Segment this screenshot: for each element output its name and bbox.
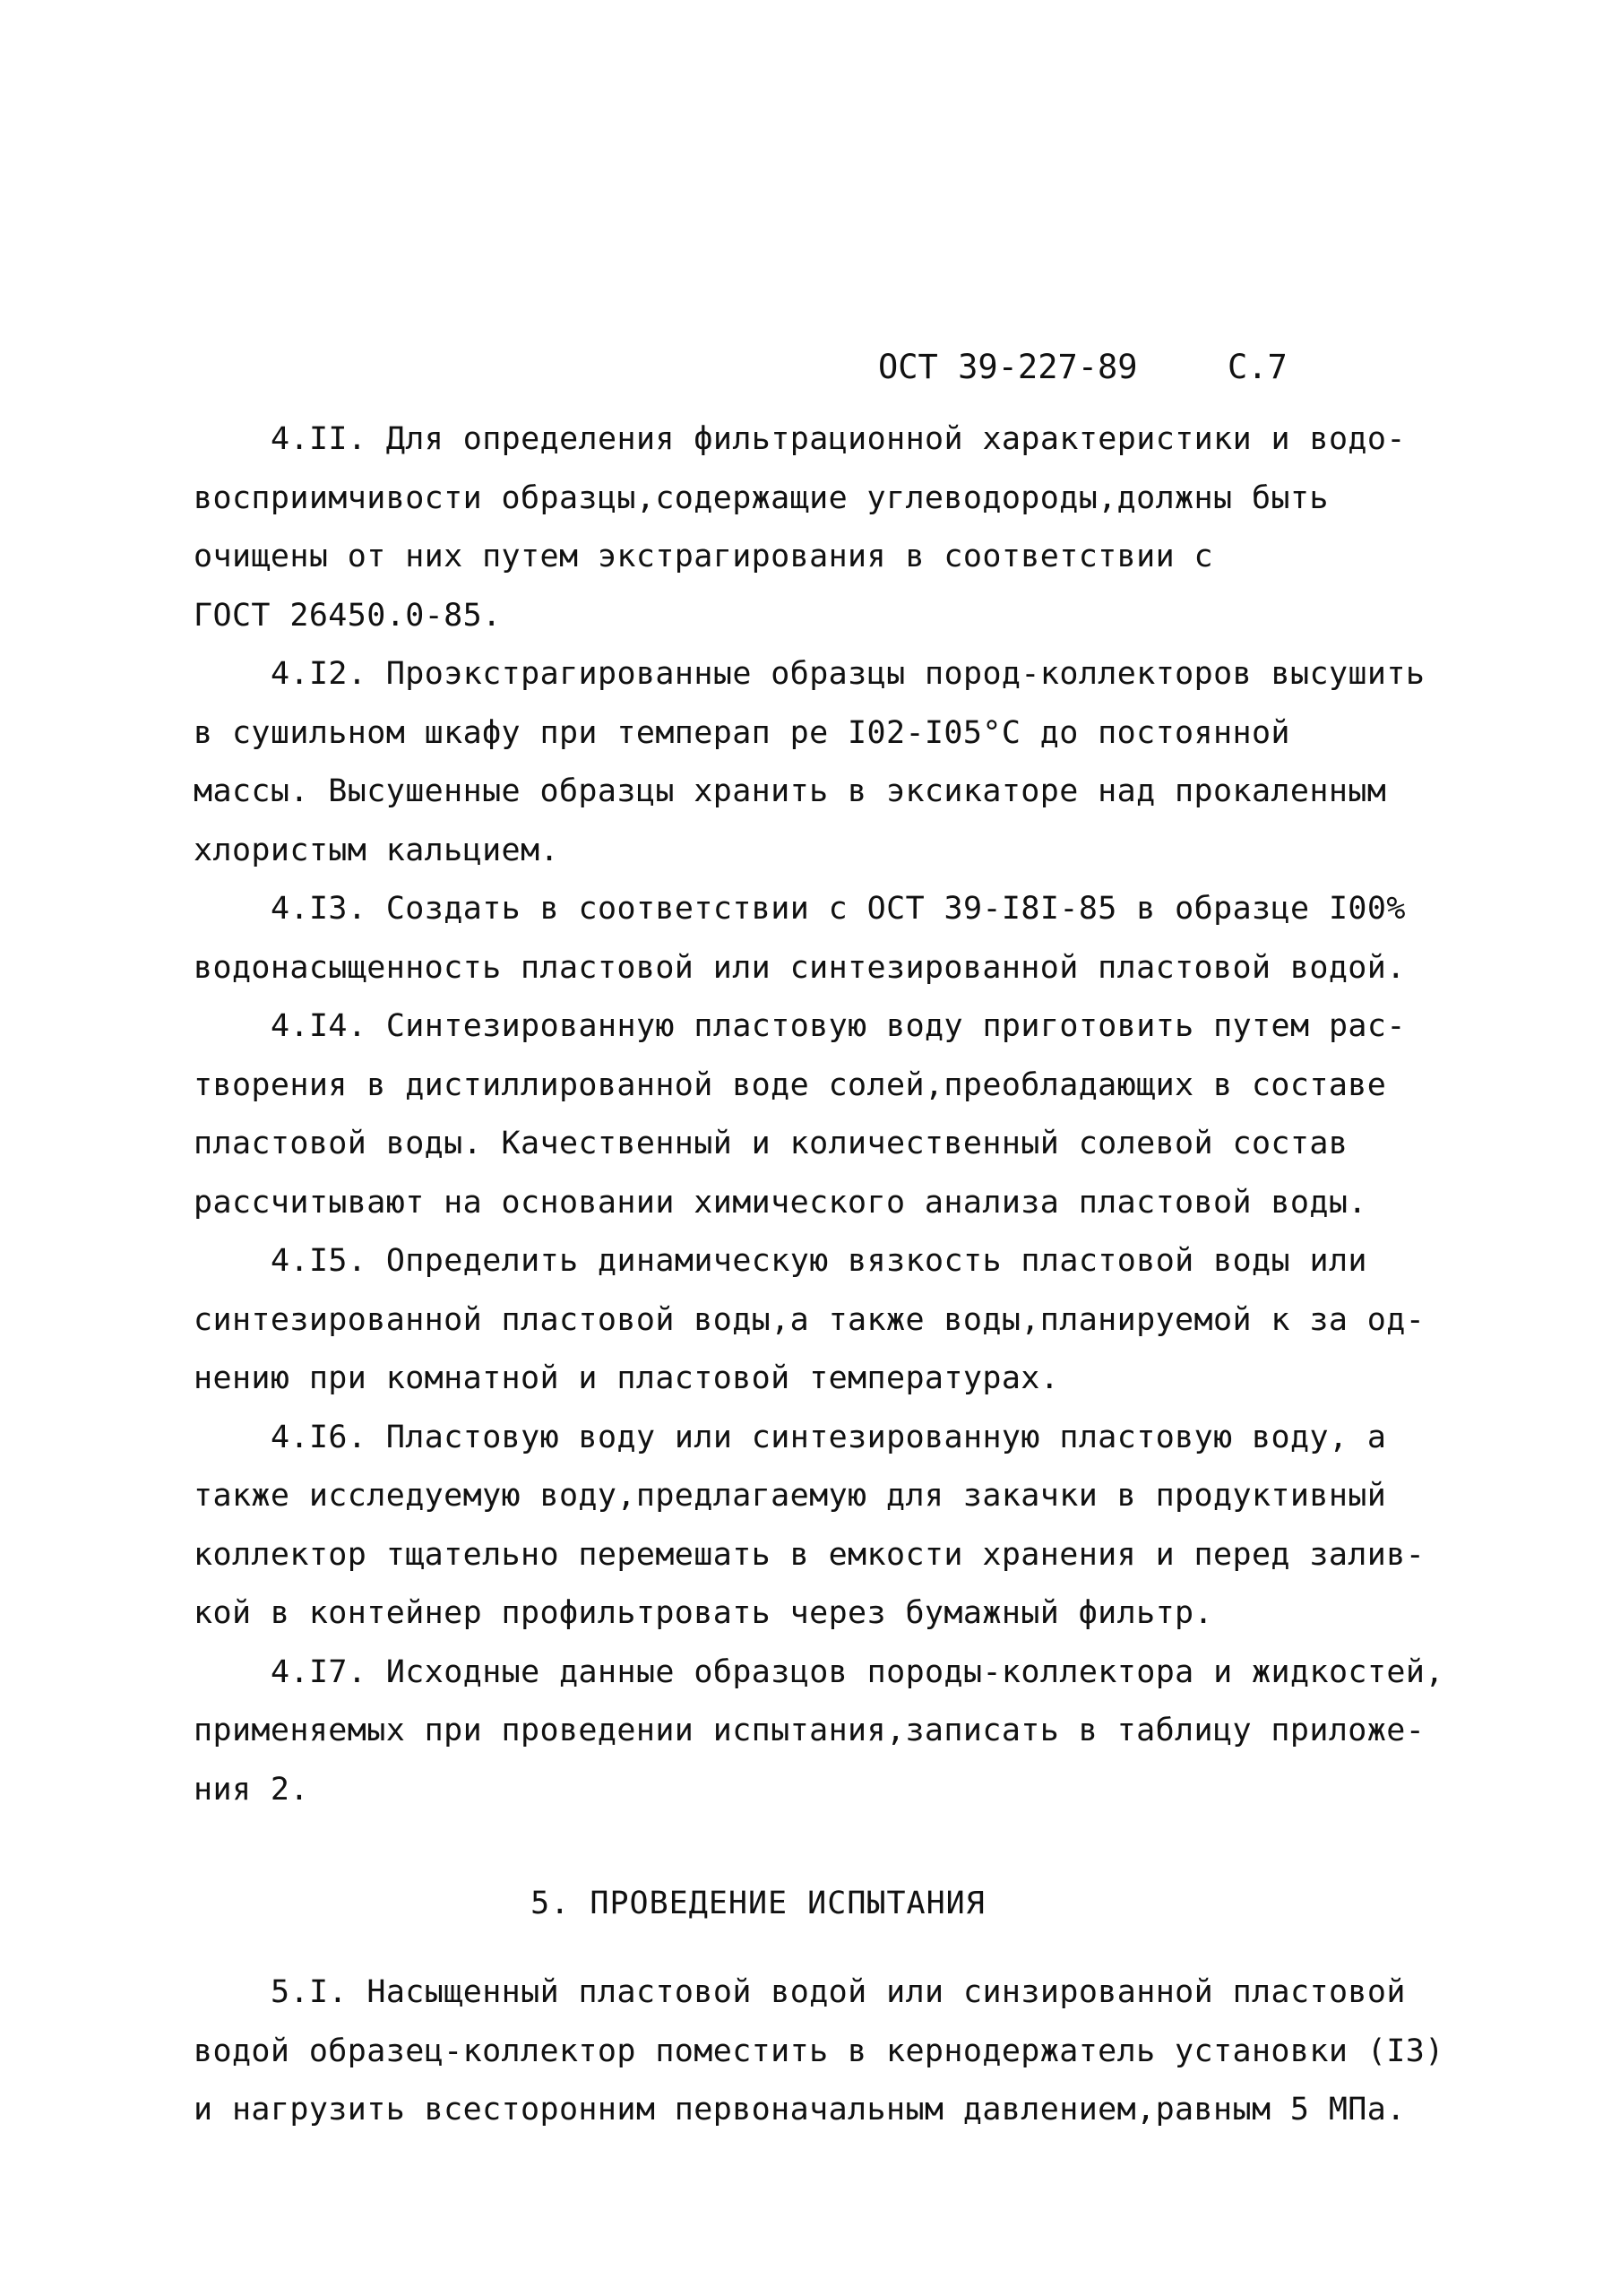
text-line: применяемых при проведении испытания,записать в таблицу приложе- [194,1713,1426,1748]
text-line: 4.I5. Определить динамическую вязкость пластовой воды или [271,1243,1367,1279]
text-line: очищены от них путем экстрагирования в соответствии с [194,539,1214,574]
text-line: кой в контейнер профильтровать через бумажный фильтр. [194,1595,1214,1631]
text-line: коллектор тщательно перемешать в емкости хранения и перед залив- [194,1536,1426,1573]
text-line: также исследуемую воду,предлагаемую для закачки в продуктивный [194,1478,1387,1514]
paragraph-5-1 [194,1964,1444,2140]
text-line: пластовой воды. Качественный и количественный солевой состав [194,1126,1349,1161]
text-line: в сушильном шкафу при темперап ре I02-I05°С до постоянной [194,714,1290,751]
section-title: 5. ПРОВЕДЕНИЕ ИСПЫТАНИЯ [530,1886,986,1921]
paragraph-4-17 [194,1644,1444,1820]
text-line: водой образец-коллектор поместить в кернодержатель установки (I3) [194,2033,1444,2069]
text-line: творения в дистиллированной воде солей,преобладающих в составе [194,1066,1387,1103]
paragraph-4-13 [194,880,1406,997]
paragraph-4-16 [194,1409,1426,1644]
paragraph-4-15 [194,1232,1426,1409]
text-line: восприимчивости образцы,содержащие углеводороды,должны быть [194,479,1329,516]
text-line: 4.I4. Синтезированную пластовую воду приготовить путем рас- [271,1008,1406,1044]
text-line: синтезированной пластовой воды,а также воды,планируемой к за од- [194,1301,1426,1338]
text-line: водонасыщенность пластовой или синтезированной пластовой водой. [194,949,1406,986]
page-header [878,341,1344,394]
text-line: хлористым кальцием. [194,832,559,868]
text-line: 4.I3. Создать в соответствии с ОСТ 39-I8I-85 в образце I00% [271,891,1406,927]
text-line: 4.I2. Проэкстрагированные образцы пород-коллекторов высушить [271,656,1426,692]
text-line: рассчитывают на основании химического анализа пластовой воды. [194,1184,1367,1221]
paragraph-4-12 [194,645,1426,880]
paragraph-4-11 [194,410,1406,645]
text-line: нению при комнатной и пластовой температурах. [194,1360,1060,1396]
paragraph-4-14 [194,997,1406,1232]
text-line: и нагрузить всесторонним первоначальным давлением,равным 5 МПа. [194,2092,1406,2128]
page-number: С.7 [1228,348,1288,386]
text-line: массы. Высушенные образцы хранить в эксикаторе над прокаленным [194,773,1387,809]
text-line: ГОСТ 26450.0-85. [194,597,502,634]
text-line: 4.I6. Пластовую воду или синтезированную пластовую воду, а [271,1419,1387,1455]
text-line: 5.I. Насыщенный пластовой водой или синзированной пластовой [271,1974,1406,2010]
text-line: 4.I7. Исходные данные образцов породы-коллектора и жидкостей, [271,1653,1444,1690]
standard-code: ОСТ 39-227-89 [878,348,1138,386]
text-line: 4.II. Для определения фильтрационной характеристики и водо- [271,421,1406,457]
text-line: ния 2. [194,1771,309,1808]
document-body [194,410,1444,2140]
